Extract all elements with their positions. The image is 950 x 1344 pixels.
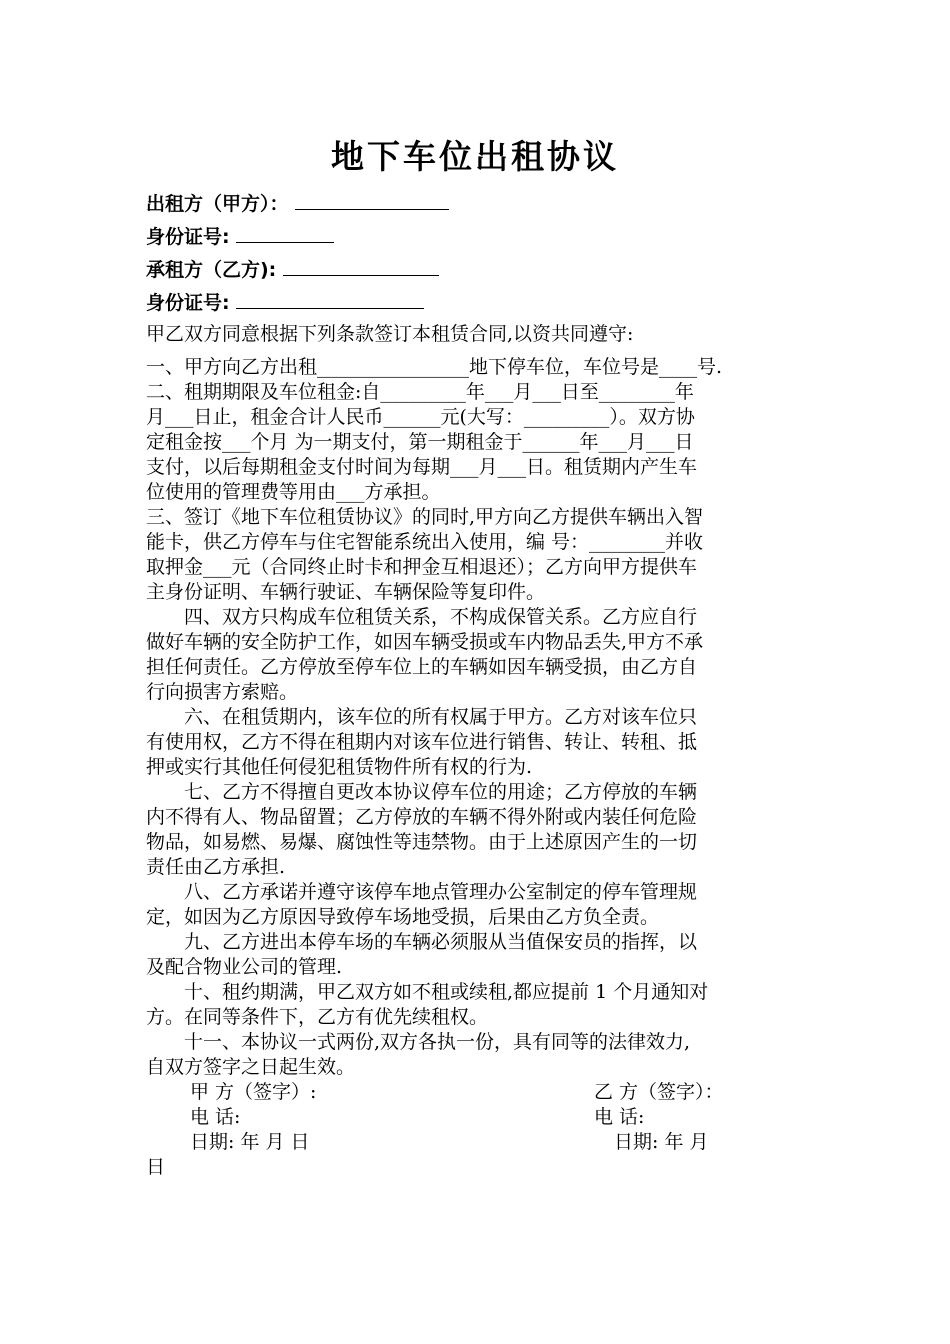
- lessee-id-blank: [236, 290, 424, 309]
- body-line: 担任何责任。乙方停放至停车位上的车辆如因车辆受损，由乙方自: [146, 656, 698, 678]
- lessor-id-field: [146, 224, 334, 250]
- party-b-phone-label: 电 话:: [594, 1106, 645, 1128]
- body-line: 内不得有人、物品留置；乙方停放的车辆不得外附或内装任何危险: [146, 806, 698, 828]
- body-line: 四、双方只构成车位租赁关系，不构成保管关系。乙方应自行: [146, 606, 698, 628]
- lessor-blank: [295, 191, 449, 210]
- body-line: 二、租期期限及车位租金:自_________年___月___日至________年: [146, 381, 694, 403]
- body-line: 自双方签字之日起生效。: [146, 1056, 356, 1078]
- body-line: 主身份证明、车辆行驶证、车辆保险等复印件。: [146, 581, 546, 603]
- lessor-field: [146, 191, 449, 217]
- body-line: 支付，以后每期租金支付时间为每期___月___日。租赁期内产生车: [146, 456, 698, 478]
- lessee-field: [146, 257, 439, 283]
- body-line: 做好车辆的安全防护工作，如因车辆受损或车内物品丢失,甲方不承: [146, 631, 704, 653]
- body-line: 甲乙双方同意根据下列条款签订本租赁合同,以资共同遵守:: [146, 323, 634, 345]
- party-a-signature-label: 甲 方（签字）:: [190, 1081, 317, 1103]
- lessor-id-label: 身份证号:: [146, 226, 230, 248]
- body-line: 取押金___元（合同终止时卡和押金互相退还）；乙方向甲方提供车: [146, 556, 698, 578]
- body-line: 行向损害方索赔。: [146, 681, 299, 703]
- body-line: 九、乙方进出本停车场的车辆必须服从当值保安员的指挥，以: [146, 931, 698, 953]
- body-line: 六、在租赁期内，该车位的所有权属于甲方。乙方对该车位只: [146, 706, 698, 728]
- body-line: 月___日止，租金合计人民币______元(大写：_________）。双方协: [146, 406, 695, 428]
- lessee-label: 承租方（乙方):: [146, 259, 277, 281]
- body-line: 物品，如易燃、易爆、腐蚀性等违禁物。由于上述原因产生的一切: [146, 831, 698, 853]
- lessee-id-field: [146, 290, 424, 316]
- body-line: 定租金按___个月 为一期支付，第一期租金于______年___月___日: [146, 431, 694, 453]
- body-line: 有使用权，乙方不得在租期内对该车位进行销售、转让、转租、抵: [146, 731, 698, 753]
- body-line: 八、乙方承诺并遵守该停车地点管理办公室制定的停车管理规: [146, 881, 698, 903]
- party-a-date-label: 日期: 年 月 日: [190, 1131, 310, 1153]
- body-line: 七、乙方不得擅自更改本协议停车位的用途；乙方停放的车辆: [146, 781, 698, 803]
- body-line: 及配合物业公司的管理.: [146, 956, 343, 978]
- body-line: 方。在同等条件下，乙方有优先续租权。: [146, 1006, 489, 1028]
- body-line: 押或实行其他任何侵犯租赁物件所有权的行为.: [146, 756, 533, 778]
- body-line: 位使用的管理费等用由___方承担。: [146, 481, 441, 503]
- party-b-date-day: 日: [146, 1156, 166, 1178]
- body-line: 一、甲方向乙方出租________________地下停车位，车位号是____号.: [146, 356, 723, 378]
- lessor-label: 出租方（甲方）：: [146, 193, 289, 215]
- lessor-id-blank: [236, 224, 334, 243]
- party-b-signature-label: 乙 方（签字）：: [594, 1081, 724, 1103]
- body-line: 十一、本协议一式两份,双方各执一份，具有同等的法律效力,: [146, 1031, 691, 1053]
- party-b-date-label: 日期: 年 月: [614, 1131, 709, 1153]
- lessee-blank: [283, 257, 439, 276]
- body-line: 十、租约期满，甲乙双方如不租或续租,都应提前 1 个月通知对: [146, 981, 709, 1003]
- body-line: 责任由乙方承担.: [146, 856, 286, 878]
- party-a-phone-label: 电 话:: [190, 1106, 241, 1128]
- body-line: 三、签订《地下车位租赁协议》的同时,甲方向乙方提供车辆出入智: [146, 506, 704, 528]
- body-line: 能卡，供乙方停车与住宅智能系统出入使用，编 号：________并收: [146, 531, 704, 553]
- document-title: 地下车位出租协议: [331, 137, 619, 176]
- lessee-id-label: 身份证号:: [146, 292, 230, 314]
- body-line: 定，如因为乙方原因导致停车场地受损，后果由乙方负全责。: [146, 906, 660, 928]
